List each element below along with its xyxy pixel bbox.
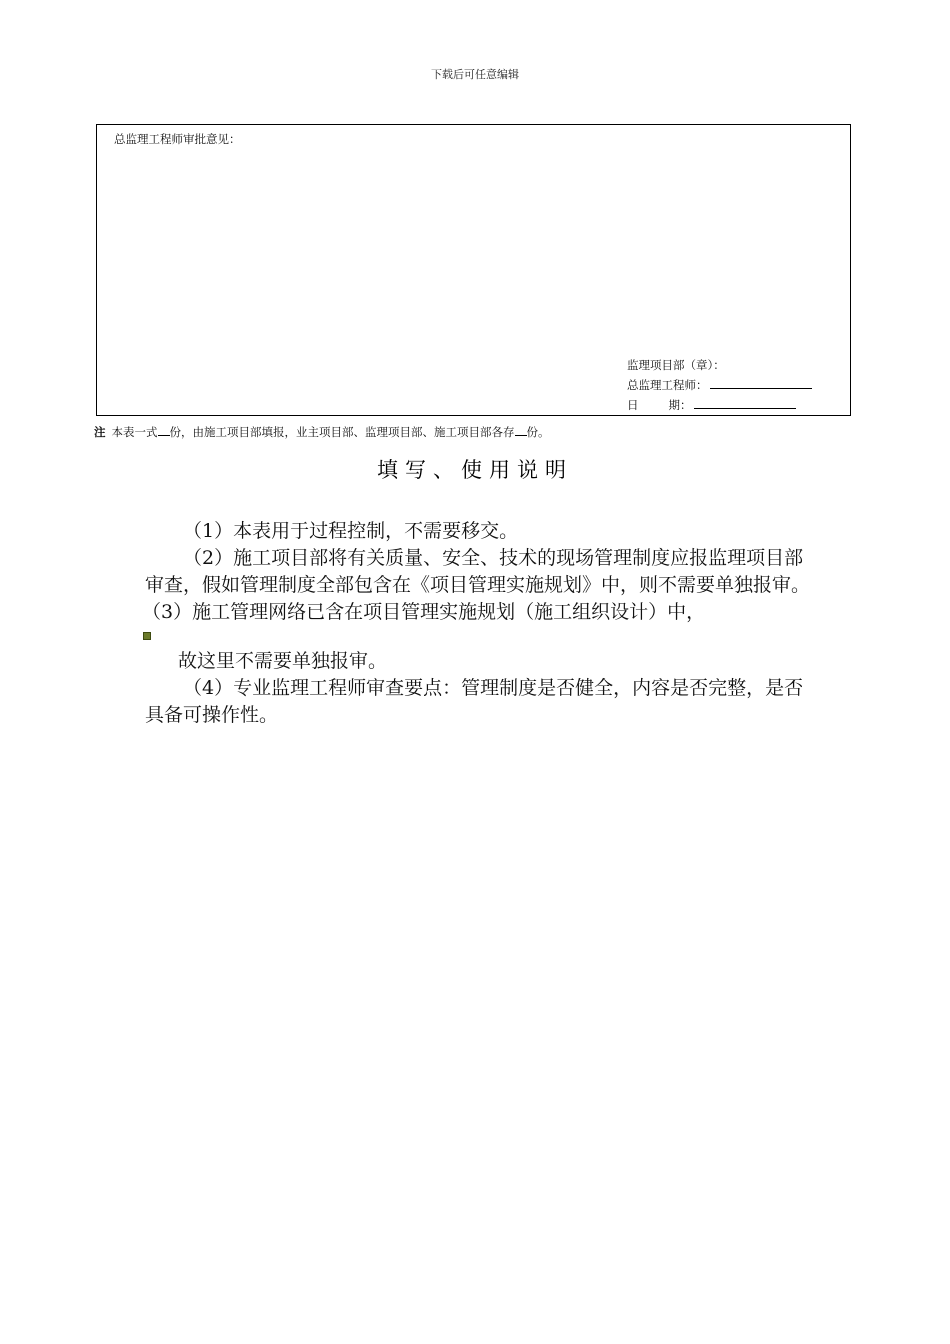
copies-blank[interactable] <box>158 425 170 436</box>
footnote-text-3: 份。 <box>526 425 550 439</box>
instructions-body <box>142 518 811 729</box>
page-header-note: 下载后可任意编辑 <box>431 68 519 81</box>
date-label-char1: 日 <box>627 398 639 412</box>
engineer-label: 总监理工程师： <box>627 378 708 392</box>
copies-each-blank[interactable] <box>515 425 527 436</box>
form-footnote <box>94 424 550 440</box>
footnote-text-2: 份，由施工项目部填报，业主项目部、监理项目部、施工项目部各存 <box>169 425 515 439</box>
instruction-item-3-continued: 故这里不需要单独报审。 <box>178 650 388 672</box>
engineer-signature-line <box>627 375 812 395</box>
date-label-char2: 期： <box>668 398 692 412</box>
approval-opinion-label: 总监理工程师审批意见： <box>114 132 241 146</box>
signature-block <box>627 355 812 415</box>
instruction-item-1: （1）本表用于过程控制，不需要移交。 <box>183 520 519 542</box>
instruction-item-2: （2）施工项目部将有关质量、安全、技术的现场管理制度应报监理项目部审查，假如管理制度全部包含在《项目管理实施规划》中，则不需要单独报审。 <box>145 547 811 596</box>
anchor-marker-icon <box>143 632 151 640</box>
footnote-prefix: 注 <box>94 425 106 439</box>
instruction-item-4: （4）专业监理工程师审查要点：管理制度是否健全，内容是否完整，是否具备可操作性。 <box>145 677 804 726</box>
instruction-item-3: （3）施工管理网络已含在项目管理实施规划（施工组织设计）中， <box>142 601 706 623</box>
approval-opinion-box <box>96 124 851 416</box>
dept-seal-line <box>627 355 812 375</box>
date-field[interactable] <box>694 396 796 409</box>
instructions-title: 填写、使用说明 <box>377 458 573 482</box>
footnote-text-1: 本表一式 <box>111 425 158 439</box>
dept-seal-label: 监理项目部（章）： <box>627 358 725 372</box>
engineer-signature-field[interactable] <box>710 376 812 389</box>
date-line <box>627 395 812 415</box>
